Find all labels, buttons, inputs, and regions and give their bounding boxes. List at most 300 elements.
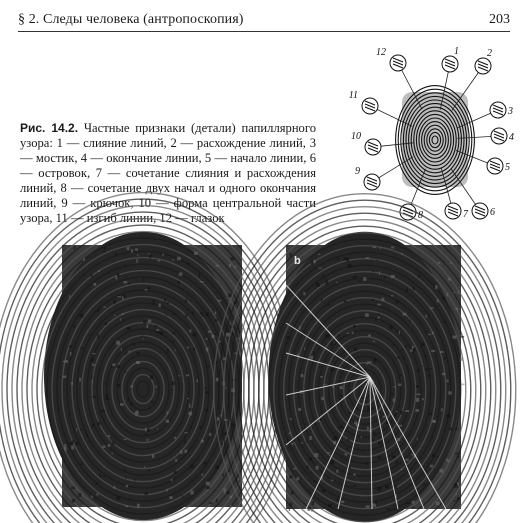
photo-grain-speck — [399, 331, 400, 334]
photo-grain-speck — [86, 434, 87, 436]
photo-grain-speck — [290, 503, 292, 507]
photo-grain-speck — [428, 334, 431, 335]
photo-grain-speck — [396, 411, 398, 412]
fingerprint-photo-left-image — [62, 245, 242, 507]
photo-grain-speck — [124, 468, 125, 472]
photo-grain-speck — [415, 409, 419, 412]
photo-grain-speck — [430, 307, 434, 309]
photo-grain-speck — [187, 398, 189, 400]
photo-grain-speck — [160, 331, 163, 335]
photo-grain-speck — [397, 438, 400, 441]
photo-grain-speck — [114, 300, 116, 303]
photo-grain-speck — [396, 300, 399, 303]
photo-grain-speck — [128, 398, 129, 402]
fingerprint-photo-left — [62, 245, 242, 507]
photo-grain-speck — [303, 292, 305, 295]
photo-grain-speck — [112, 363, 115, 366]
photo-grain-speck — [366, 505, 370, 507]
photo-grain-speck — [172, 341, 174, 343]
photo-grain-speck — [182, 495, 183, 498]
photo-grain-speck — [320, 419, 322, 421]
photo-grain-speck — [299, 326, 301, 329]
photo-grain-speck — [453, 292, 455, 293]
photo-grain-speck — [301, 442, 304, 443]
photo-grain-speck — [69, 346, 72, 348]
photo-grain-speck — [104, 247, 106, 249]
photo-grain-speck — [422, 398, 424, 400]
photo-grain-speck — [340, 394, 342, 395]
photo-grain-speck — [232, 333, 235, 335]
photo-grain-speck — [157, 329, 160, 331]
photo-grain-speck — [296, 477, 299, 480]
photo-grain-speck — [189, 404, 191, 408]
photo-grain-speck — [206, 338, 208, 340]
photo-grain-speck — [376, 260, 378, 262]
photo-grain-speck — [199, 274, 200, 278]
photo-grain-speck — [307, 509, 310, 511]
photo-grain-speck — [63, 375, 67, 378]
photo-grain-speck — [346, 258, 349, 262]
photo-grain-speck — [148, 253, 150, 254]
photo-grain-speck — [325, 334, 329, 338]
photo-grain-speck — [78, 493, 81, 497]
photo-grain-speck — [446, 379, 448, 382]
photo-grain-speck — [207, 365, 210, 367]
photo-grain-speck — [137, 254, 138, 256]
photo-grain-speck — [166, 314, 167, 316]
photo-grain-speck — [166, 302, 170, 304]
photo-grain-speck — [117, 496, 121, 500]
photo-grain-speck — [438, 262, 441, 264]
photo-grain-speck — [143, 320, 147, 323]
callout-label: 7 — [463, 209, 468, 220]
photo-grain-speck — [149, 254, 151, 258]
photo-grain-speck — [135, 479, 136, 481]
photo-grain-speck — [206, 486, 210, 489]
photo-grain-speck — [143, 279, 145, 281]
photo-grain-speck — [206, 482, 210, 486]
photo-grain-speck — [326, 279, 328, 281]
photo-grain-speck — [443, 358, 446, 359]
photo-grain-speck — [316, 283, 320, 287]
photo-grain-speck — [238, 331, 240, 332]
photo-grain-speck — [125, 372, 127, 373]
photo-grain-speck — [307, 465, 308, 469]
photo-grain-speck — [91, 380, 92, 382]
photo-grain-speck — [368, 361, 372, 363]
photo-grain-speck — [157, 428, 158, 429]
photo-grain-speck — [173, 313, 177, 315]
photo-grain-speck — [384, 276, 386, 278]
photo-grain-speck — [391, 247, 394, 249]
photo-grain-speck — [145, 492, 149, 495]
photo-grain-speck — [443, 261, 444, 262]
photo-grain-speck — [339, 386, 343, 389]
photo-grain-speck — [405, 345, 407, 348]
photo-grain-speck — [393, 398, 395, 401]
photo-grain-speck — [348, 264, 351, 268]
photo-grain-speck — [316, 421, 320, 422]
photo-grain-speck — [190, 491, 193, 495]
photo-grain-speck — [381, 298, 384, 301]
photo-grain-speck — [286, 336, 290, 339]
photo-grain-speck — [97, 333, 98, 337]
photo-grain-speck — [153, 300, 155, 304]
photo-grain-speck — [99, 474, 101, 477]
photo-grain-speck — [172, 332, 176, 334]
photo-grain-speck — [365, 313, 369, 317]
photo-grain-speck — [116, 341, 120, 345]
photo-grain-speck — [145, 289, 148, 290]
photo-grain-speck — [171, 479, 173, 481]
figure-label: Рис. 14.2. — [20, 121, 79, 135]
photo-grain-speck — [353, 485, 357, 486]
photo-grain-speck — [156, 331, 160, 333]
photo-grain-speck — [328, 504, 331, 507]
photo-grain-speck — [290, 418, 292, 419]
photo-grain-speck — [230, 505, 231, 508]
photo-grain-speck — [367, 427, 369, 431]
photo-grain-speck — [146, 439, 148, 441]
photo-grain-speck — [361, 436, 362, 438]
photo-grain-speck — [97, 422, 100, 426]
photo-grain-speck — [327, 452, 330, 453]
photo-grain-speck — [396, 461, 398, 464]
photo-grain-speck — [174, 350, 176, 351]
photo-grain-speck — [455, 428, 458, 430]
photo-grain-speck — [377, 456, 381, 459]
photo-grain-speck — [216, 265, 219, 267]
photo-grain-speck — [422, 342, 425, 346]
photo-grain-speck — [290, 253, 292, 257]
photo-grain-speck — [416, 385, 419, 388]
photo-grain-speck — [202, 474, 203, 476]
photo-grain-speck — [127, 247, 130, 250]
photo-grain-speck — [304, 332, 305, 334]
photo-grain-speck — [130, 402, 132, 405]
photo-grain-speck — [80, 314, 84, 318]
photo-grain-speck — [123, 281, 127, 283]
fingerprint-diagram — [348, 44, 518, 224]
photo-grain-speck — [108, 444, 110, 447]
photo-grain-speck — [417, 438, 418, 441]
photo-grain-speck — [190, 409, 193, 411]
photo-grain-speck — [319, 484, 320, 486]
callout-label: 5 — [505, 162, 510, 173]
photo-grain-speck — [91, 274, 93, 277]
photo-grain-speck — [423, 484, 426, 485]
fingerprint-diagram-svg — [348, 44, 518, 224]
page-number: 203 — [489, 12, 510, 27]
photo-grain-speck — [393, 386, 395, 387]
photo-grain-speck — [114, 315, 116, 316]
photo-grain-speck — [401, 253, 402, 255]
photo-grain-speck — [353, 325, 356, 327]
photo-grain-speck — [208, 331, 212, 333]
photo-grain-speck — [121, 314, 124, 315]
photo-grain-speck — [148, 319, 151, 322]
photo-grain-speck — [224, 433, 227, 435]
photo-grain-speck — [412, 507, 414, 509]
photo-grain-speck — [92, 353, 95, 354]
photo-grain-speck — [337, 257, 339, 260]
photo-grain-speck — [127, 327, 131, 330]
photo-grain-speck — [452, 335, 456, 338]
photo-grain-speck — [223, 488, 226, 492]
photo-grain-speck — [353, 474, 355, 476]
photo-grain-speck — [125, 353, 126, 355]
photo-grain-speck — [353, 276, 357, 278]
photo-grain-speck — [437, 456, 439, 457]
photo-grain-speck — [432, 454, 435, 457]
photo-grain-speck — [409, 320, 411, 322]
photo-grain-speck — [455, 307, 458, 310]
photo-grain-speck — [199, 426, 202, 428]
photo-grain-speck — [309, 436, 312, 440]
photo-grain-speck — [88, 441, 90, 442]
photo-grain-speck — [333, 503, 334, 505]
photo-grain-speck — [448, 391, 451, 394]
photo-grain-speck — [136, 352, 139, 354]
photo-grain-speck — [82, 505, 86, 506]
photo-grain-speck — [76, 428, 77, 431]
photo-grain-speck — [333, 441, 336, 444]
photo-grain-speck — [117, 274, 120, 278]
photo-grain-speck — [175, 459, 177, 462]
photo-grain-speck — [92, 364, 94, 366]
photo-grain-speck — [318, 254, 321, 255]
photo-grain-speck — [347, 448, 348, 451]
photo-grain-speck — [375, 501, 376, 504]
photo-grain-speck — [412, 501, 415, 504]
photo-grain-speck — [427, 375, 430, 377]
photo-grain-speck — [202, 315, 204, 317]
photo-grain-speck — [174, 437, 176, 439]
photo-grain-speck — [184, 439, 185, 442]
photo-grain-speck — [417, 393, 421, 395]
photo-grain-speck — [200, 281, 204, 282]
photo-grain-speck — [399, 425, 402, 427]
callout-label: 3 — [508, 106, 513, 117]
photo-grain-speck — [194, 333, 197, 335]
photo-grain-speck — [146, 324, 148, 327]
photo-grain-speck — [200, 312, 203, 315]
photo-grain-speck — [125, 477, 126, 479]
photo-grain-speck — [458, 291, 459, 294]
photo-grain-speck — [171, 389, 172, 390]
photo-grain-speck — [172, 381, 175, 385]
photo-grain-speck — [131, 249, 133, 252]
photo-grain-speck — [71, 382, 73, 385]
photo-grain-speck — [205, 391, 209, 394]
photo-grain-speck — [63, 361, 67, 363]
photo-grain-speck — [390, 326, 393, 330]
photo-grain-speck — [403, 313, 407, 316]
photo-grain-speck — [108, 435, 110, 437]
callout-label: 4 — [509, 132, 514, 143]
photo-grain-speck — [407, 502, 411, 504]
photo-grain-speck — [148, 287, 151, 289]
photo-grain-speck — [141, 335, 144, 337]
photo-grain-speck — [441, 408, 442, 411]
photo-grain-speck — [209, 502, 213, 504]
photo-grain-speck — [96, 482, 98, 484]
callout-label: 10 — [351, 131, 361, 142]
photo-grain-speck — [73, 325, 75, 327]
photo-grain-speck — [102, 445, 105, 448]
photo-grain-speck — [137, 504, 140, 508]
callout-label: 11 — [348, 90, 358, 101]
photo-grain-speck — [354, 347, 357, 351]
photo-grain-speck — [179, 273, 183, 276]
photo-grain-speck — [215, 319, 218, 321]
photo-grain-speck — [231, 257, 235, 260]
photo-grain-speck — [204, 387, 206, 389]
photo-grain-speck — [136, 361, 139, 364]
photo-grain-speck — [149, 469, 150, 471]
photo-grain-speck — [298, 408, 301, 411]
photo-grain-speck — [455, 493, 457, 495]
photo-grain-speck — [103, 307, 106, 308]
photo-grain-speck — [80, 429, 82, 430]
photo-grain-speck — [425, 315, 427, 318]
photo-grain-speck — [448, 278, 451, 281]
photo-grain-speck — [325, 281, 328, 284]
photo-grain-speck — [375, 319, 376, 322]
photo-grain-speck — [447, 460, 449, 462]
callout-label: 6 — [490, 207, 495, 218]
photo-grain-speck — [158, 260, 161, 262]
photo-grain-speck — [367, 362, 368, 365]
photo-grain-speck — [177, 257, 181, 260]
photo-grain-speck — [93, 396, 96, 398]
photo-grain-speck — [391, 393, 393, 395]
photo-grain-speck — [436, 502, 440, 506]
photo-grain-speck — [115, 253, 117, 255]
photo-grain-speck — [237, 305, 238, 308]
photo-grain-speck — [323, 274, 324, 277]
photo-grain-speck — [130, 498, 132, 499]
photo-grain-speck — [460, 357, 462, 361]
photo-grain-speck — [190, 426, 192, 428]
photo-grain-speck — [184, 432, 187, 433]
photo-grain-speck — [174, 471, 177, 474]
photo-grain-speck — [379, 438, 380, 439]
photo-grain-speck — [363, 471, 364, 472]
running-header — [18, 10, 510, 32]
photo-grain-speck — [447, 414, 451, 417]
photo-grain-speck — [450, 262, 452, 263]
photo-grain-speck — [306, 441, 308, 443]
photo-grain-speck — [392, 456, 396, 459]
photo-grain-speck — [216, 362, 218, 364]
photo-grain-speck — [319, 268, 322, 269]
photo-grain-speck — [321, 298, 322, 302]
photo-grain-speck — [328, 304, 330, 307]
photo-grain-speck — [336, 470, 338, 473]
photo-grain-speck — [167, 411, 168, 415]
photo-grain-speck — [133, 344, 135, 346]
photo-grain-speck — [117, 384, 120, 387]
photo-grain-speck — [194, 252, 198, 255]
photo-grain-speck — [136, 259, 137, 263]
photo-grain-speck — [373, 341, 375, 342]
photo-grain-speck — [314, 453, 318, 457]
photo-grain-speck — [293, 468, 296, 469]
photo-grain-speck — [385, 485, 389, 488]
photo-grain-speck — [454, 484, 458, 487]
photo-grain-speck — [400, 411, 403, 414]
photo-grain-speck — [400, 349, 404, 350]
photo-grain-speck — [330, 460, 334, 464]
fingerprint-ridges — [396, 86, 475, 195]
photo-grain-speck — [344, 453, 347, 455]
photo-grain-speck — [332, 386, 334, 388]
photo-grain-speck — [126, 485, 128, 487]
photo-grain-speck — [366, 257, 370, 259]
photo-grain-speck — [74, 246, 76, 249]
photo-grain-speck — [201, 440, 204, 443]
photo-grain-speck — [151, 401, 153, 403]
photo-grain-speck — [135, 248, 138, 251]
photo-grain-speck — [404, 356, 405, 357]
callout-label: 2 — [487, 48, 492, 59]
photo-grain-speck — [336, 282, 337, 283]
photo-grain-speck — [310, 356, 313, 359]
photo-grain-speck — [322, 489, 326, 492]
photo-grain-speck — [164, 298, 166, 301]
photo-grain-speck — [71, 487, 75, 489]
photo-grain-speck — [167, 349, 169, 353]
photo-grain-speck — [186, 375, 189, 377]
photo-grain-speck — [405, 410, 409, 412]
photo-grain-speck — [288, 434, 290, 435]
photo-grain-speck — [372, 271, 374, 272]
photo-grain-speck — [120, 319, 121, 321]
photo-grain-speck — [144, 466, 145, 468]
photo-grain-speck — [103, 475, 105, 477]
photo-grain-speck — [79, 464, 83, 465]
photo-grain-speck — [454, 500, 458, 501]
photo-grain-speck — [289, 507, 290, 511]
photo-grain-speck — [400, 469, 403, 470]
photo-grain-speck — [311, 501, 314, 505]
photo-grain-speck — [378, 442, 382, 445]
photo-grain-speck — [197, 379, 198, 382]
photo-grain-speck — [430, 465, 433, 468]
photo-grain-speck — [369, 334, 370, 336]
photo-grain-speck — [205, 409, 208, 411]
photo-grain-speck — [117, 365, 121, 368]
photo-grain-speck — [69, 295, 70, 298]
callout-label: 8 — [418, 210, 423, 221]
photo-grain-speck — [430, 368, 433, 369]
photo-grain-speck — [331, 368, 335, 370]
photo-grain-speck — [217, 417, 220, 421]
photo-grain-speck — [304, 347, 305, 350]
photo-grain-speck — [458, 455, 459, 458]
photo-grain-speck — [226, 333, 230, 337]
photo-grain-speck — [310, 472, 311, 474]
photo-grain-speck — [433, 421, 435, 423]
photo-grain-speck — [239, 314, 240, 317]
photo-grain-speck — [313, 260, 315, 264]
photo-grain-speck — [371, 299, 374, 300]
photo-grain-speck — [121, 348, 122, 352]
photo-grain-speck — [215, 465, 218, 469]
photo-grain-speck — [129, 350, 131, 352]
photo-grain-speck — [442, 373, 445, 375]
